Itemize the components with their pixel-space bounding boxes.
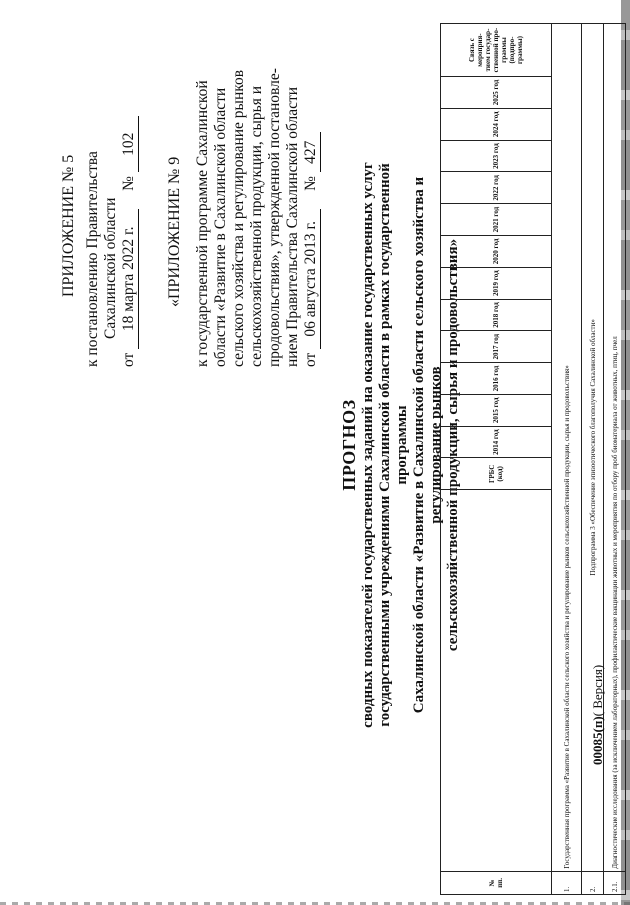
footer-version: ( Версия) <box>590 664 605 717</box>
row-text: Подпрограмма 3 «Обеспечение эпизоотического благополучия Сахалинской области» <box>582 24 604 872</box>
appendix-5-line-1: к постановлению Правительства <box>84 151 101 367</box>
header-cell-2014: 2014 год <box>441 426 552 458</box>
header-cell-2015: 2015 год <box>441 394 552 426</box>
header-cell-grbs: ГРБС (код) <box>441 458 552 490</box>
appendix-5-line-2: Сахалинской области <box>102 197 119 339</box>
appendix-9-line-3: сельского хозяйства и регулирование рынков <box>230 69 247 367</box>
appendix-5-number: 102 <box>120 116 139 172</box>
header-cell-2025: 2025 год <box>441 77 552 109</box>
header-cell-2022: 2022 год <box>441 172 552 204</box>
appendix-9-block <box>166 37 321 367</box>
appendix-5-date-line <box>120 37 139 367</box>
footer-code: 00085(п) <box>590 716 605 765</box>
appendix-5-block <box>60 37 139 367</box>
header-cell-num: № пп. <box>441 871 552 894</box>
table-row <box>604 24 626 895</box>
appendix-9-line-2: области «Развитие в Сахалинской области <box>212 87 229 367</box>
row-text: Государственная программа «Развитие в Сахалинской области сельского хозяйства и регулирование рынков сельскохозяйственной продукции, сырья и продовольствия» <box>552 24 582 872</box>
heading-line-3: Сахалинской области «Развитие в Сахалинской области сельского хозяйства и регулирование рынков <box>411 176 444 714</box>
header-cell-2019: 2019 год <box>441 267 552 299</box>
appendix-5-no-label: № <box>120 176 137 191</box>
heading-title: ПРОГНОЗ <box>339 399 359 491</box>
header-cell-2020: 2020 год <box>441 236 552 268</box>
header-cell-name <box>441 490 552 871</box>
header-cell-2016: 2016 год <box>441 363 552 395</box>
appendix-9-no-label: № <box>302 176 319 191</box>
appendix-5-from-label: от <box>120 352 137 367</box>
header-cell-2023: 2023 год <box>441 140 552 172</box>
appendix-5-date: 18 марта 2022 г. <box>120 209 139 349</box>
header-cell-2021: 2021 год <box>441 204 552 236</box>
appendix-9-line-1: к государственной программе Сахалинской <box>194 80 211 367</box>
appendix-9-line-5: продовольствия», утвержденной постановле- <box>266 68 283 367</box>
row-number: 1. <box>552 871 582 894</box>
appendix-9-line-4: сельскохозяйственной продукции, сырья и <box>248 85 265 367</box>
appendix-9-number: 427 <box>302 132 321 172</box>
row-number: 2. <box>582 871 604 894</box>
header-cell-link: Связь с мероприя-тием государ-ственной про-граммы (подпро-граммы) <box>441 24 552 77</box>
appendix-5-title: ПРИЛОЖЕНИЕ № 5 <box>60 154 77 297</box>
appendix-9-title: «ПРИЛОЖЕНИЕ № 9 <box>166 156 183 307</box>
appendix-9-from-label: от <box>302 352 319 367</box>
table-header-row <box>441 24 552 895</box>
heading-line-4: сельскохозяйственной продукции, сырья и продовольствия» <box>445 238 461 652</box>
appendix-9-date: 06 августа 2013 г. <box>302 209 321 349</box>
heading-line-1: сводных показателей государственных заданий на оказание государственных услуг <box>360 162 376 728</box>
footer-version-code <box>590 665 606 765</box>
appendix-9-date-line <box>302 37 321 367</box>
header-cell-2017: 2017 год <box>441 331 552 363</box>
appendix-9-line-6: нием Правительства Сахалинской области <box>284 86 301 367</box>
header-cell-2024: 2024 год <box>441 108 552 140</box>
heading-line-2: государственными учреждениями Сахалинской области в рамках государственной программы <box>377 163 410 727</box>
row-text: Диагностические исследования (за исключением лабораторных), профилактические вакцинации животных и мероприятия по отбору проб биоматериала от животных, птиц, пчел <box>604 24 626 872</box>
header-cell-2018: 2018 год <box>441 299 552 331</box>
row-number: 2.1. <box>604 871 626 894</box>
table-row <box>552 24 582 895</box>
